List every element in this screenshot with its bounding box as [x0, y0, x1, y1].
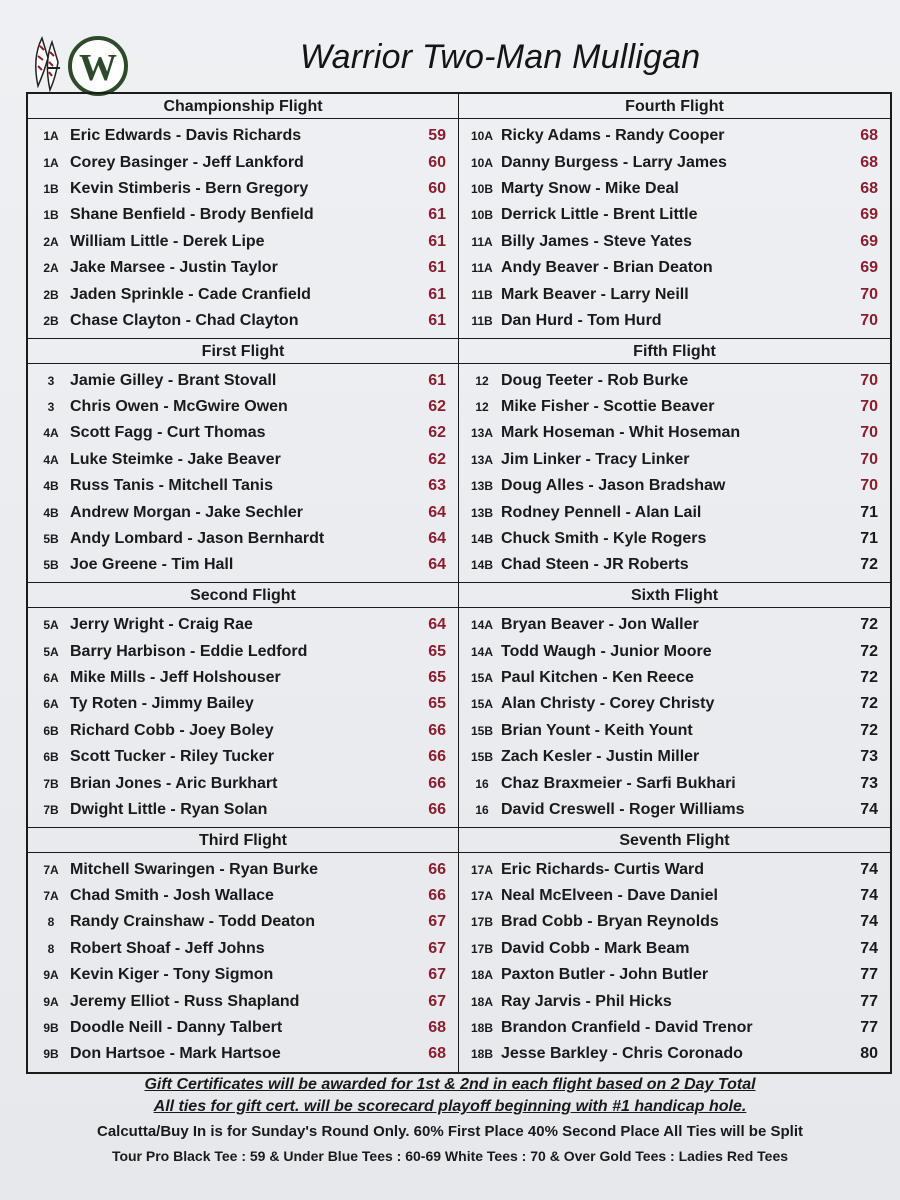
flight-title: Second Flight	[28, 585, 458, 608]
team-row	[459, 718, 890, 744]
team-score: 68	[428, 1045, 446, 1063]
team-score: 65	[428, 668, 446, 686]
team-row	[28, 744, 458, 770]
handicap-seed: 11B	[471, 287, 493, 302]
team-names: Jeremy Elliot - Russ Shapland	[70, 992, 300, 1010]
team-score: 61	[428, 311, 446, 329]
handicap-seed: 17A	[470, 889, 493, 904]
team-names: Brian Yount - Keith Yount	[501, 721, 693, 739]
handicap-seed: 13B	[470, 505, 493, 520]
team-score: 67	[428, 913, 446, 931]
team-row	[28, 909, 458, 935]
team-row	[28, 691, 458, 717]
team-names: Jake Marsee - Justin Taylor	[70, 259, 278, 277]
team-score: 62	[428, 424, 446, 442]
team-row	[28, 202, 458, 228]
handicap-seed: 12	[475, 373, 489, 388]
team-names: Jim Linker - Tracy Linker	[501, 450, 690, 468]
team-row	[28, 936, 458, 962]
team-score: 66	[428, 800, 446, 818]
footer-notes	[0, 1074, 900, 1168]
team-row	[459, 770, 890, 796]
handicap-seed: 8	[47, 915, 55, 930]
handicap-seed: 3	[47, 400, 55, 415]
handicap-seed: 7B	[43, 776, 59, 791]
team-row	[28, 552, 458, 578]
team-row	[28, 770, 458, 796]
team-names: Mike Mills - Jeff Holshouser	[70, 668, 281, 686]
handicap-seed: 14A	[470, 644, 493, 659]
handicap-seed: 11B	[471, 313, 493, 328]
team-score: 77	[860, 966, 878, 984]
team-names: William Little - Derek Lipe	[70, 232, 265, 250]
team-names: Mitchell Swaringen - Ryan Burke	[70, 860, 319, 878]
team-score: 74	[860, 800, 878, 818]
team-row	[28, 308, 458, 334]
handicap-seed: 9B	[43, 1021, 59, 1036]
handicap-seed: 2A	[43, 234, 59, 249]
team-names: Barry Harbison - Eddie Ledford	[70, 642, 308, 660]
team-names: Chad Smith - Josh Wallace	[70, 887, 274, 905]
team-names: Richard Cobb - Joey Boley	[70, 721, 274, 739]
handicap-seed: 13A	[470, 452, 493, 467]
team-names: Chris Owen - McGwire Owen	[70, 398, 288, 416]
team-names: Eric Edwards - Davis Richards	[70, 127, 302, 145]
team-row	[459, 936, 890, 962]
team-names: Chuck Smith - Kyle Rogers	[501, 530, 707, 548]
team-row	[459, 123, 890, 149]
team-score: 70	[860, 371, 878, 389]
team-names: Kevin Kiger - Tony Sigmon	[70, 966, 274, 984]
team-names: Alan Christy - Corey Christy	[501, 695, 715, 713]
team-names: Randy Crainshaw - Todd Deaton	[70, 913, 316, 931]
handicap-seed: 16	[475, 776, 489, 791]
team-row	[28, 473, 458, 499]
handicap-seed: 1A	[43, 155, 59, 170]
footer-note-ties: All ties for gift cert. will be scorecard playoff beginning with #1 handicap hole.	[153, 1098, 747, 1115]
footer-note-gift: Gift Certificates will be awarded for 1st & 2nd in each flight based on 2 Day Total	[144, 1076, 756, 1093]
team-row	[459, 499, 890, 525]
footer-note-calcutta: Calcutta/Buy In is for Sunday's Round Only. 60% First Place 40% Second Place All Ties will be Split	[97, 1123, 803, 1140]
team-names: Mark Beaver - Larry Neill	[501, 285, 689, 303]
team-score: 74	[860, 887, 878, 905]
team-row	[459, 1015, 890, 1041]
handicap-seed: 8	[47, 941, 55, 956]
handicap-seed: 10B	[470, 208, 493, 223]
team-names: Doodle Neill - Danny Talbert	[70, 1019, 283, 1037]
team-score: 67	[428, 966, 446, 984]
handicap-seed: 4A	[43, 426, 59, 441]
team-names: Russ Tanis - Mitchell Tanis	[70, 477, 273, 495]
team-row	[459, 281, 890, 307]
team-score: 62	[428, 398, 446, 416]
team-row	[28, 229, 458, 255]
team-score: 70	[860, 424, 878, 442]
team-names: Billy James - Steve Yates	[501, 232, 692, 250]
team-row	[459, 255, 890, 281]
team-score: 61	[428, 371, 446, 389]
team-score: 68	[860, 179, 878, 197]
team-names: Don Hartsoe - Mark Hartsoe	[70, 1045, 281, 1063]
team-names: Dwight Little - Ryan Solan	[70, 800, 268, 818]
handicap-seed: 18A	[470, 968, 493, 983]
flight-seventh-flight	[459, 828, 890, 1073]
team-score: 70	[860, 311, 878, 329]
team-row	[28, 718, 458, 744]
team-score: 73	[860, 774, 878, 792]
handicap-seed: 15A	[470, 697, 493, 712]
team-row	[28, 962, 458, 988]
handicap-seed: 16	[475, 802, 489, 817]
team-score: 68	[860, 153, 878, 171]
team-names: Ray Jarvis - Phil Hicks	[501, 992, 672, 1010]
team-score: 61	[428, 206, 446, 224]
team-score: 65	[428, 642, 446, 660]
team-names: Kevin Stimberis - Bern Gregory	[70, 179, 309, 197]
handicap-seed: 4B	[43, 505, 59, 520]
flight-title: Fifth Flight	[459, 341, 890, 364]
handicap-seed: 7A	[43, 862, 59, 877]
team-row	[459, 420, 890, 446]
team-score: 68	[860, 127, 878, 145]
team-row	[459, 526, 890, 552]
team-row	[28, 149, 458, 175]
team-names: Andrew Morgan - Jake Sechler	[70, 503, 303, 521]
handicap-seed: 15B	[470, 750, 493, 765]
team-score: 77	[860, 1019, 878, 1037]
team-names: Todd Waugh - Junior Moore	[501, 642, 712, 660]
team-names: Brad Cobb - Bryan Reynolds	[501, 913, 719, 931]
team-row	[459, 744, 890, 770]
team-score: 74	[860, 939, 878, 957]
team-row	[28, 499, 458, 525]
team-row	[28, 123, 458, 149]
handicap-seed: 6A	[43, 697, 59, 712]
flight-sixth-flight	[459, 583, 890, 828]
team-names: Rodney Pennell - Alan Lail	[501, 503, 702, 521]
team-names: Jesse Barkley - Chris Coronado	[501, 1045, 743, 1063]
team-score: 69	[860, 259, 878, 277]
team-names: Brian Jones - Aric Burkhart	[70, 774, 278, 792]
team-score: 64	[428, 556, 446, 574]
handicap-seed: 6A	[43, 670, 59, 685]
team-names: Mike Fisher - Scottie Beaver	[501, 398, 715, 416]
handicap-seed: 4A	[43, 452, 59, 467]
team-row	[28, 1041, 458, 1067]
handicap-seed: 1B	[43, 181, 59, 196]
team-score: 65	[428, 695, 446, 713]
team-row	[459, 447, 890, 473]
team-score: 71	[860, 530, 878, 548]
team-score: 72	[860, 668, 878, 686]
team-row	[459, 394, 890, 420]
handicap-seed: 15B	[470, 723, 493, 738]
team-score: 60	[428, 153, 446, 171]
team-names: Eric Richards- Curtis Ward	[501, 860, 705, 878]
handicap-seed: 17B	[470, 915, 493, 930]
team-score: 64	[428, 616, 446, 634]
team-row	[28, 176, 458, 202]
team-names: Jerry Wright - Craig Rae	[70, 616, 253, 634]
team-score: 61	[428, 259, 446, 277]
team-names: Corey Basinger - Jeff Lankford	[70, 153, 304, 171]
team-row	[459, 149, 890, 175]
handicap-seed: 5B	[43, 558, 59, 573]
page-title: Warrior Two-Man Mulligan	[300, 38, 701, 76]
handicap-seed: 14B	[470, 532, 493, 547]
flight-title: First Flight	[28, 341, 458, 364]
team-score: 63	[428, 477, 446, 495]
flight-title: Championship Flight	[28, 96, 458, 119]
team-names: Ty Roten - Jimmy Bailey	[70, 695, 254, 713]
team-row	[28, 883, 458, 909]
handicap-seed: 5A	[43, 644, 59, 659]
handicap-seed: 13A	[470, 426, 493, 441]
handicap-seed: 9A	[43, 994, 59, 1009]
handicap-seed: 14A	[470, 618, 493, 633]
team-score: 66	[428, 860, 446, 878]
team-score: 66	[428, 748, 446, 766]
team-names: Chad Steen - JR Roberts	[501, 556, 689, 574]
handicap-seed: 1A	[43, 129, 59, 144]
handicap-seed: 11A	[471, 261, 493, 276]
footer-note-tees: Tour Pro Black Tee : 59 & Under Blue Tees : 60-69 White Tees : 70 & Over Gold Tees : Ladies Red Tees	[111, 1148, 789, 1164]
handicap-seed: 18A	[470, 994, 493, 1009]
team-row	[28, 638, 458, 664]
team-score: 70	[860, 477, 878, 495]
team-names: Luke Steimke - Jake Beaver	[70, 450, 281, 468]
handicap-seed: 5B	[43, 532, 59, 547]
handicap-seed: 10A	[470, 155, 493, 170]
team-row	[459, 665, 890, 691]
handicap-seed: 17B	[470, 941, 493, 956]
team-score: 68	[428, 1019, 446, 1037]
team-score: 69	[860, 232, 878, 250]
team-names: Bryan Beaver - Jon Waller	[501, 616, 699, 634]
flights-grid	[26, 92, 892, 1074]
handicap-seed: 2A	[43, 261, 59, 276]
flight-title: Fourth Flight	[459, 96, 890, 119]
handicap-seed: 11A	[471, 234, 493, 249]
flight-title: Third Flight	[28, 830, 458, 853]
team-names: Robert Shoaf - Jeff Johns	[70, 939, 265, 957]
team-names: Zach Kesler - Justin Miller	[501, 748, 700, 766]
team-score: 59	[428, 127, 446, 145]
handicap-seed: 10B	[470, 181, 493, 196]
team-row	[459, 988, 890, 1014]
team-names: Jaden Sprinkle - Cade Cranfield	[70, 285, 311, 303]
handicap-seed: 17A	[470, 862, 493, 877]
team-score: 72	[860, 695, 878, 713]
team-row	[459, 1041, 890, 1067]
handicap-seed: 3	[47, 373, 55, 388]
team-score: 74	[860, 860, 878, 878]
team-row	[28, 368, 458, 394]
handicap-seed: 10A	[470, 129, 493, 144]
handicap-seed: 2B	[43, 313, 59, 328]
team-row	[459, 552, 890, 578]
handicap-seed: 9B	[43, 1047, 59, 1062]
team-names: Danny Burgess - Larry James	[501, 153, 727, 171]
team-names: Brandon Cranfield - David Trenor	[501, 1019, 753, 1037]
handicap-seed: 4B	[43, 479, 59, 494]
team-row	[28, 526, 458, 552]
team-names: Derrick Little - Brent Little	[501, 206, 698, 224]
team-row	[459, 202, 890, 228]
team-names: Dan Hurd - Tom Hurd	[501, 311, 662, 329]
team-score: 66	[428, 721, 446, 739]
flight-first-flight	[28, 339, 459, 584]
flight-third-flight	[28, 828, 459, 1073]
team-score: 62	[428, 450, 446, 468]
team-score: 69	[860, 206, 878, 224]
team-score: 67	[428, 992, 446, 1010]
team-score: 64	[428, 503, 446, 521]
team-row	[459, 909, 890, 935]
team-names: Jamie Gilley - Brant Stovall	[70, 371, 277, 389]
flight-title: Seventh Flight	[459, 830, 890, 853]
team-names: Chaz Braxmeier - Sarfi Bukhari	[501, 774, 736, 792]
team-score: 64	[428, 530, 446, 548]
team-row	[28, 394, 458, 420]
team-names: Andy Lombard - Jason Bernhardt	[70, 530, 325, 548]
team-row	[28, 988, 458, 1014]
handicap-seed: 18B	[470, 1021, 493, 1036]
team-score: 72	[860, 642, 878, 660]
team-score: 71	[860, 503, 878, 521]
team-score: 72	[860, 616, 878, 634]
team-names: Scott Fagg - Curt Thomas	[70, 424, 266, 442]
team-names: Paul Kitchen - Ken Reece	[501, 668, 694, 686]
team-score: 77	[860, 992, 878, 1010]
team-names: Marty Snow - Mike Deal	[501, 179, 679, 197]
team-row	[28, 665, 458, 691]
flight-championship-flight	[28, 94, 459, 339]
team-row	[459, 962, 890, 988]
handicap-seed: 13B	[470, 479, 493, 494]
team-row	[459, 883, 890, 909]
team-names: Paxton Butler - John Butler	[501, 966, 709, 984]
team-names: Joe Greene - Tim Hall	[70, 556, 234, 574]
team-row	[459, 176, 890, 202]
team-row	[459, 368, 890, 394]
team-names: David Creswell - Roger Williams	[501, 800, 745, 818]
team-score: 72	[860, 556, 878, 574]
flight-fifth-flight	[459, 339, 890, 584]
team-row	[459, 797, 890, 823]
team-score: 70	[860, 285, 878, 303]
team-row	[459, 473, 890, 499]
team-names: Mark Hoseman - Whit Hoseman	[501, 424, 741, 442]
team-row	[28, 255, 458, 281]
team-score: 61	[428, 285, 446, 303]
team-score: 61	[428, 232, 446, 250]
handicap-seed: 18B	[470, 1047, 493, 1062]
team-names: Doug Alles - Jason Bradshaw	[501, 477, 726, 495]
team-names: Shane Benfield - Brody Benfield	[70, 206, 314, 224]
team-row	[459, 691, 890, 717]
team-score: 70	[860, 450, 878, 468]
team-names: Scott Tucker - Riley Tucker	[70, 748, 274, 766]
flight-fourth-flight	[459, 94, 890, 339]
handicap-seed: 15A	[470, 670, 493, 685]
team-row	[28, 281, 458, 307]
flight-title: Sixth Flight	[459, 585, 890, 608]
team-names: Chase Clayton - Chad Clayton	[70, 311, 299, 329]
handicap-seed: 9A	[43, 968, 59, 983]
team-names: David Cobb - Mark Beam	[501, 939, 690, 957]
team-row	[459, 612, 890, 638]
handicap-seed: 7B	[43, 802, 59, 817]
feather-icon	[36, 38, 60, 90]
team-score: 73	[860, 748, 878, 766]
team-row	[459, 857, 890, 883]
team-row	[459, 638, 890, 664]
handicap-seed: 5A	[43, 618, 59, 633]
team-score: 80	[860, 1045, 878, 1063]
team-score: 74	[860, 913, 878, 931]
team-names: Andy Beaver - Brian Deaton	[501, 259, 713, 277]
team-score: 67	[428, 939, 446, 957]
team-names: Doug Teeter - Rob Burke	[501, 371, 689, 389]
handicap-seed: 6B	[43, 750, 59, 765]
handicap-seed: 1B	[43, 208, 59, 223]
team-row	[28, 612, 458, 638]
handicap-seed: 6B	[43, 723, 59, 738]
team-row	[28, 420, 458, 446]
team-score: 72	[860, 721, 878, 739]
team-score: 66	[428, 774, 446, 792]
handicap-seed: 7A	[43, 889, 59, 904]
team-names: Ricky Adams - Randy Cooper	[501, 127, 725, 145]
team-row	[459, 308, 890, 334]
handicap-seed: 12	[475, 400, 489, 415]
team-row	[28, 797, 458, 823]
team-score: 60	[428, 179, 446, 197]
team-names: Neal McElveen - Dave Daniel	[501, 887, 718, 905]
team-row	[459, 229, 890, 255]
logo-letter: W	[79, 47, 117, 89]
handicap-seed: 14B	[470, 558, 493, 573]
team-score: 70	[860, 398, 878, 416]
team-row	[28, 447, 458, 473]
team-row	[28, 857, 458, 883]
handicap-seed: 2B	[43, 287, 59, 302]
team-score: 66	[428, 887, 446, 905]
flight-second-flight	[28, 583, 459, 828]
team-row	[28, 1015, 458, 1041]
